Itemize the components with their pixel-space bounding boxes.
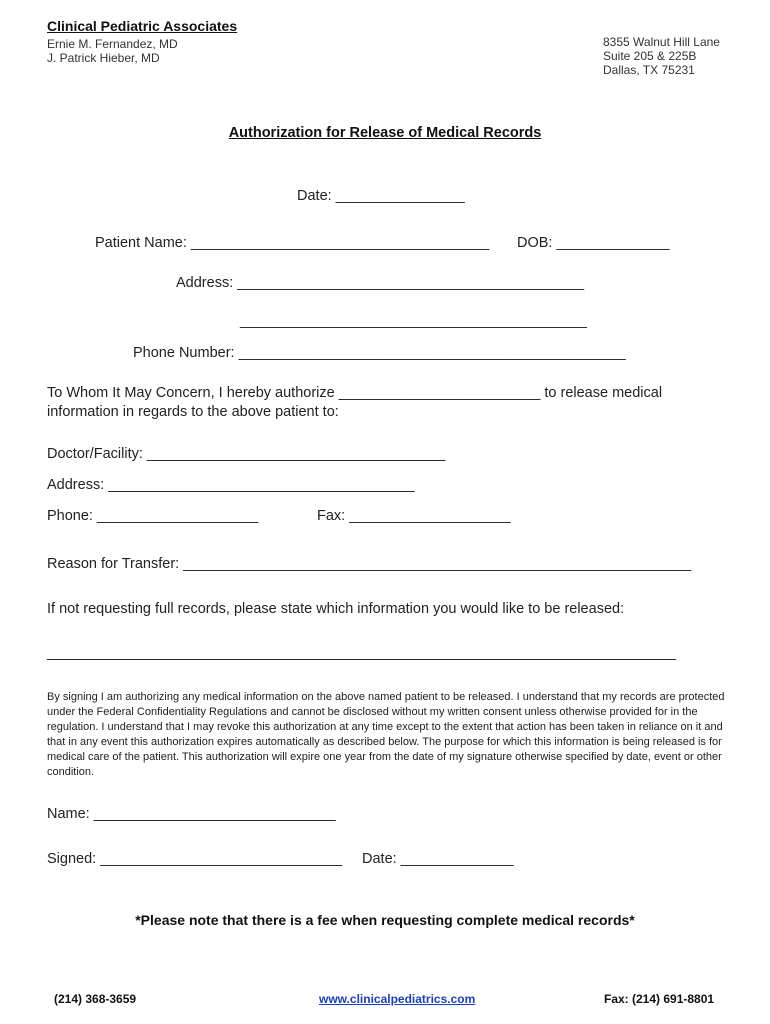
recipient-fax-field[interactable]: Fax: ____________________: [317, 508, 511, 524]
name-field[interactable]: Name: ______________________________: [47, 806, 336, 822]
signature-field[interactable]: Signed: ______________________________: [47, 851, 343, 867]
date-field[interactable]: Date: ________________: [297, 188, 465, 204]
patient-address-field[interactable]: Address: ___________________________________________: [176, 275, 585, 291]
address-line-1: 8355 Walnut Hill Lane: [603, 35, 720, 49]
footer-website-link[interactable]: www.clinicalpediatrics.com: [319, 992, 476, 1006]
patient-name-field[interactable]: Patient Name: _____________________________________: [95, 235, 490, 251]
footer-phone: (214) 368-3659: [54, 992, 137, 1006]
recipient-phone-field[interactable]: Phone: ____________________: [47, 508, 259, 524]
footer-fax: Fax: (214) 691-8801: [604, 992, 715, 1006]
doctor-name-2: J. Patrick Hieber, MD: [47, 51, 160, 65]
reason-for-transfer-field[interactable]: Reason for Transfer: _______________________________________________________________: [47, 556, 692, 572]
partial-request-field[interactable]: ______________________________________________________________________________: [47, 645, 677, 661]
practice-name: Clinical Pediatric Associates: [47, 18, 238, 34]
legal-disclaimer: By signing I am authorizing any medical information on the above named patient to be released. I understand that my records are protected under the Federal Confidentiality Regulations and cannot be disclosed without my written consent unless otherwise provided for in the regulation. I understand that I may revoke this authorization at any time except to the extent that action has been taken in reliance on it and that in any event this authorization expires automatically as described below. The purpose for which this information is being released is for medical care of the patient. This authorization will expire one year from the date of my signature otherwise specified by date, event or other condition.: [47, 691, 725, 778]
doctor-name-1: Ernie M. Fernandez, MD: [47, 37, 178, 51]
phone-number-field[interactable]: Phone Number: ________________________________________________: [133, 345, 626, 361]
signature-date-field[interactable]: Date: ______________: [362, 851, 514, 867]
page-title: Authorization for Release of Medical Records: [228, 125, 542, 141]
address-line-2: Suite 205 & 225B: [603, 49, 697, 63]
doctor-facility-field[interactable]: Doctor/Facility: _____________________________________: [47, 446, 446, 462]
patient-address-field-2[interactable]: ___________________________________________: [240, 313, 587, 329]
recipient-address-field[interactable]: Address: ______________________________________: [47, 477, 415, 493]
partial-request-prompt: If not requesting full records, please state which information you would like to be released:: [47, 601, 625, 617]
address-line-3: Dallas, TX 75231: [603, 63, 695, 77]
authorize-text-line-2: information in regards to the above patient to:: [47, 404, 339, 420]
fee-note: *Please note that there is a fee when requesting complete medical records*: [135, 912, 635, 928]
authorize-text-line-1[interactable]: To Whom It May Concern, I hereby authorize _________________________ to release medical: [47, 385, 663, 401]
dob-field[interactable]: DOB: ______________: [517, 235, 670, 251]
